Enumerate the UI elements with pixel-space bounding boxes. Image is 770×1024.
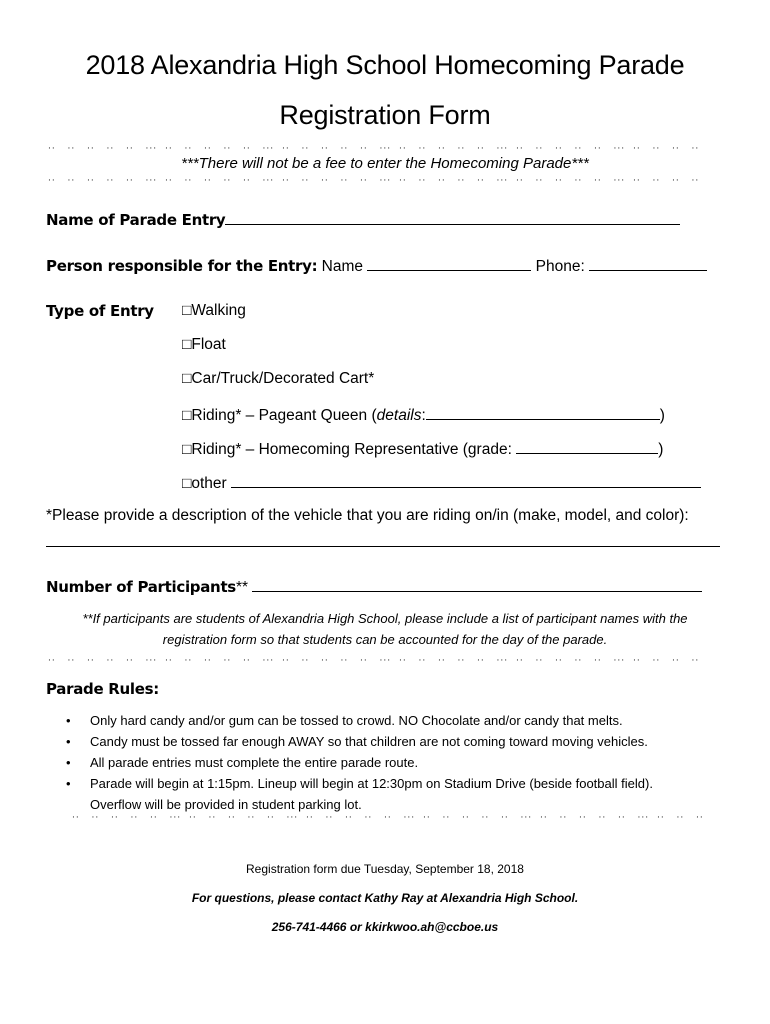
due-date-text: Registration form due Tuesday, September 18, 2018 [246,862,524,876]
option-label: Float [191,336,226,353]
participants-note-line1: **If participants are students of Alexandria High School, please include a list of participant names with the [82,611,688,626]
participants-note [46,608,724,650]
list-item: • Parade will begin at 1:15pm. Lineup will begin at 12:30pm on Stadium Drive (beside football field). Overflow will be provided in student parking lot. [66,773,716,815]
bullet-icon: • [66,734,71,749]
form-title-line2: Registration Form [279,100,491,130]
name-label: Name [321,258,364,275]
responsible-row [46,256,707,276]
participants-row [46,577,702,597]
option-other[interactable] [182,473,701,493]
entry-name-blank[interactable] [225,210,680,225]
checkbox-icon[interactable]: □ [182,441,192,458]
participants-label: Number of Participants [46,578,236,596]
vehicle-description-blank[interactable] [46,546,720,547]
rules-list [66,710,716,815]
list-item: • Only hard candy and/or gum can be tossed to crowd. NO Chocolate and/or candy that melts. [66,710,716,731]
participants-note-line2: registration form so that students can be accounted for the day of the parade. [162,632,608,647]
checkbox-icon[interactable]: □ [182,407,192,424]
option-float[interactable] [182,336,226,354]
phone-blank[interactable] [589,256,707,271]
rules-heading-wrap [46,680,159,699]
option-label: Riding* – Homecoming Representative (grade: [191,441,512,458]
grade-blank[interactable] [516,439,658,454]
checkbox-icon[interactable]: □ [182,370,192,387]
option-riding-homecoming-rep[interactable] [182,439,663,459]
option-label: other [191,475,227,492]
name-blank[interactable] [367,256,531,271]
bullet-icon: • [66,755,71,770]
phone-email-text: 256-741-4466 or kkirkwoo.ah@ccboe.us [271,920,499,934]
option-walking[interactable] [182,302,246,320]
details-blank[interactable] [426,405,660,420]
rules-heading: Parade Rules: [46,680,159,698]
option-riding-pageant-queen[interactable] [182,405,665,425]
phone-label: Phone: [535,258,585,275]
decorative-divider-top: ·· ·· ·· ·· ·· ··· ·· ·· ·· ·· ·· ··· ·· ·· ·· ·· ·· ··· ·· ·· ·· ·· ·· ··· ·· ·· ·· ·· ·· ··· ·· ·· ·· ·· [48,146,700,152]
fee-notice: ***There will not be a fee to enter the Homecoming Parade*** [181,155,589,172]
entry-name-label: Name of Parade Entry [46,211,226,229]
checkbox-icon[interactable]: □ [182,475,192,492]
type-of-entry-label: Type of Entry [46,302,154,320]
bullet-icon: • [66,776,71,791]
type-of-entry-label-wrap [46,302,154,321]
contact-text: For questions, please contact Kathy Ray at Alexandria High School. [191,891,579,905]
option-label: Riding* – Pageant Queen ( [191,407,377,424]
option-label: Walking [191,302,246,319]
bullet-icon: • [66,713,71,728]
details-label: details [376,407,422,424]
decorative-divider-middle: ·· ·· ·· ·· ·· ··· ·· ·· ·· ·· ·· ··· ·· ·· ·· ·· ·· ··· ·· ·· ·· ·· ·· ··· ·· ·· ·· ·· ·· ··· ·· ·· ·· ·· [48,658,700,664]
close-paren: ) [659,407,665,424]
form-title-line1: 2018 Alexandria High School Homecoming Parade [85,50,685,80]
decorative-divider-notice-bottom: ·· ·· ·· ·· ·· ··· ·· ·· ·· ·· ·· ··· ·· ·· ·· ·· ·· ··· ·· ·· ·· ·· ·· ··· ·· ·· ·· ·· ·· ··· ·· ·· ·· ·· [48,178,700,184]
option-car-truck-cart[interactable] [182,370,374,388]
option-label: Car/Truck/Decorated Cart* [191,370,375,387]
checkbox-icon[interactable]: □ [182,336,192,353]
close-paren: ) [658,441,664,458]
details-colon: : [421,407,426,424]
entry-name-row [46,210,680,230]
other-blank[interactable] [231,473,701,488]
responsible-label: Person responsible for the Entry: [46,257,318,275]
decorative-divider-bottom: ·· ·· ·· ·· ·· ··· ·· ·· ·· ·· ·· ··· ·· ·· ·· ·· ·· ··· ·· ·· ·· ·· ·· ··· ·· ·· ·· ·· ·· ··· ·· ·· ·· [72,815,704,821]
participants-asterisks: ** [235,579,249,596]
list-item: • All parade entries must complete the entire parade route. [66,752,716,773]
participants-blank[interactable] [252,577,702,592]
vehicle-note: *Please provide a description of the vehicle that you are riding on/in (make, model, and color): [46,507,689,524]
list-item: • Candy must be tossed far enough AWAY so that children are not coming toward moving vehicles. [66,731,716,752]
checkbox-icon[interactable]: □ [182,302,192,319]
